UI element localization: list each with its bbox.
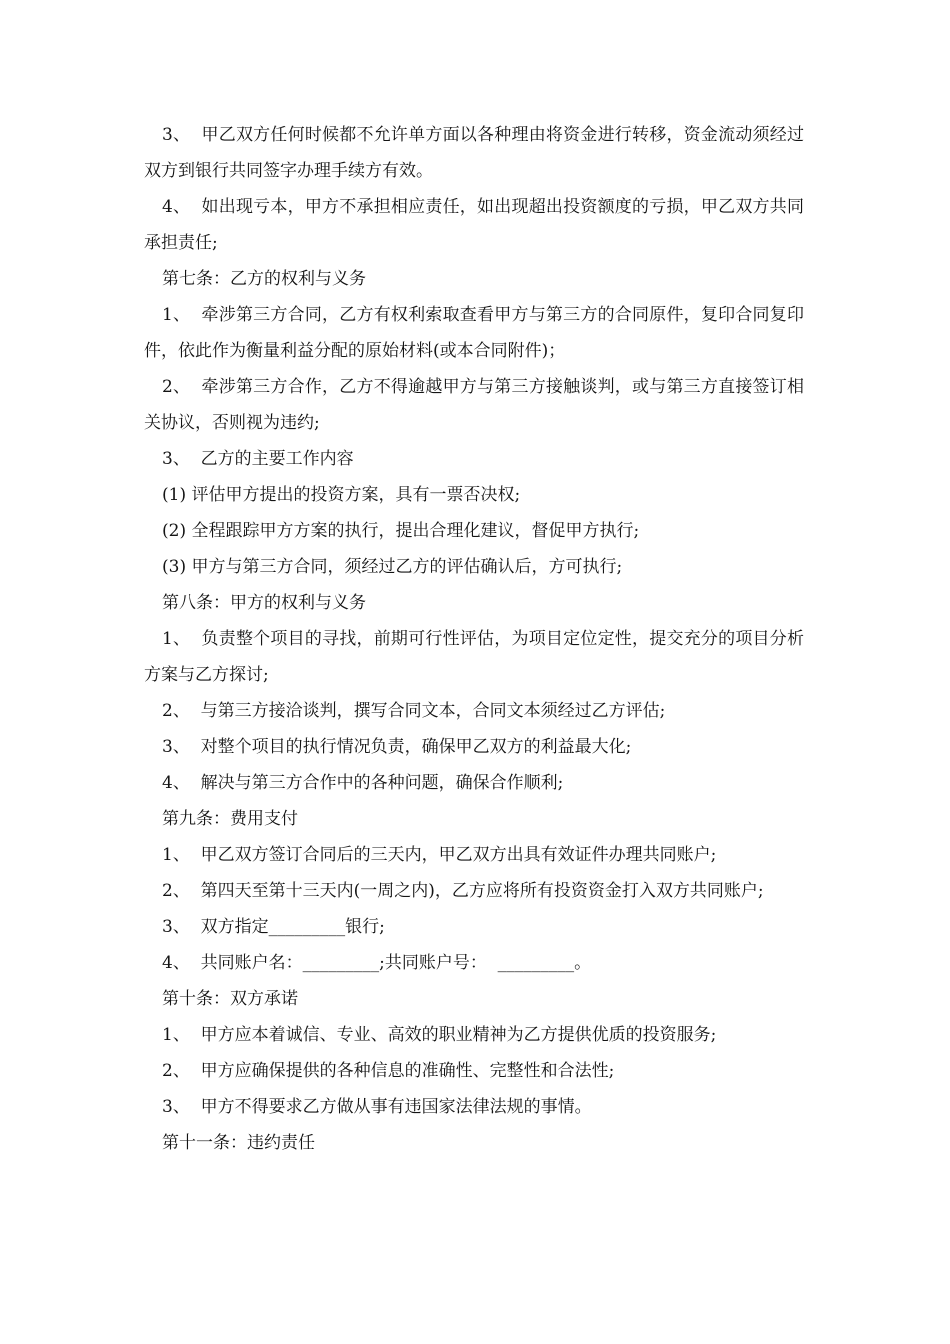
sub-clause-paragraph: (3) 甲方与第三方合同，须经过乙方的评估确认后，方可执行;: [162, 557, 623, 577]
clause-paragraph: 3、 甲乙双方任何时候都不允许单方面以各种理由将资金进行转移，资金流动须经过双方到银行共同签字办理手续方有效。: [144, 125, 804, 181]
clause-paragraph: 1、 牵涉第三方合同，乙方有权利索取查看甲方与第三方的合同原件，复印合同复印件，依此作为衡量利益分配的原始材料(或本合同附件)；: [144, 305, 804, 361]
clause-paragraph: 3、 对整个项目的执行情况负责，确保甲乙双方的利益最大化;: [162, 737, 632, 757]
clause-paragraph: 1、 甲乙双方签订合同后的三天内，甲乙双方出具有效证件办理共同账户;: [162, 845, 717, 865]
section-heading: 第七条：乙方的权利与义务: [162, 269, 366, 289]
section-heading: 第八条：甲方的权利与义务: [162, 593, 366, 613]
clause-paragraph: 2、 与第三方接洽谈判，撰写合同文本，合同文本须经过乙方评估;: [162, 701, 666, 721]
clause-paragraph: 2、 甲方应确保提供的各种信息的准确性、完整性和合法性;: [162, 1061, 615, 1081]
sub-clause-paragraph: (1) 评估甲方提出的投资方案，具有一票否决权;: [162, 485, 521, 505]
section-heading: 第九条：费用支付: [162, 809, 298, 829]
clause-paragraph: 3、 乙方的主要工作内容: [162, 449, 354, 469]
document-body: [144, 117, 804, 1161]
section-heading: 第十条：双方承诺: [162, 989, 298, 1009]
clause-paragraph: 3、 双方指定_________银行;: [162, 917, 385, 937]
clause-paragraph: 1、 甲方应本着诚信、专业、高效的职业精神为乙方提供优质的投资服务;: [162, 1025, 717, 1045]
sub-clause-paragraph: (2) 全程跟踪甲方方案的执行，提出合理化建议，督促甲方执行;: [162, 521, 640, 541]
clause-paragraph: 1、 负责整个项目的寻找，前期可行性评估，为项目定位定性，提交充分的项目分析方案与乙方探讨;: [144, 629, 804, 685]
section-heading: 第十一条：违约责任: [162, 1133, 315, 1153]
clause-paragraph: 2、 牵涉第三方合作，乙方不得逾越甲方与第三方接触谈判，或与第三方直接签订相关协议，否则视为违约;: [144, 377, 804, 433]
clause-paragraph: 4、 共同账户名：_________;共同账户号： _________。: [162, 953, 592, 973]
clause-paragraph: 2、 第四天至第十三天内(一周之内)，乙方应将所有投资资金打入双方共同账户;: [162, 881, 764, 901]
clause-paragraph: 4、 如出现亏本，甲方不承担相应责任，如出现超出投资额度的亏损，甲乙双方共同承担责任;: [144, 197, 804, 253]
clause-paragraph: 3、 甲方不得要求乙方做从事有违国家法律法规的事情。: [162, 1097, 592, 1117]
clause-paragraph: 4、 解决与第三方合作中的各种问题，确保合作顺利;: [162, 773, 564, 793]
